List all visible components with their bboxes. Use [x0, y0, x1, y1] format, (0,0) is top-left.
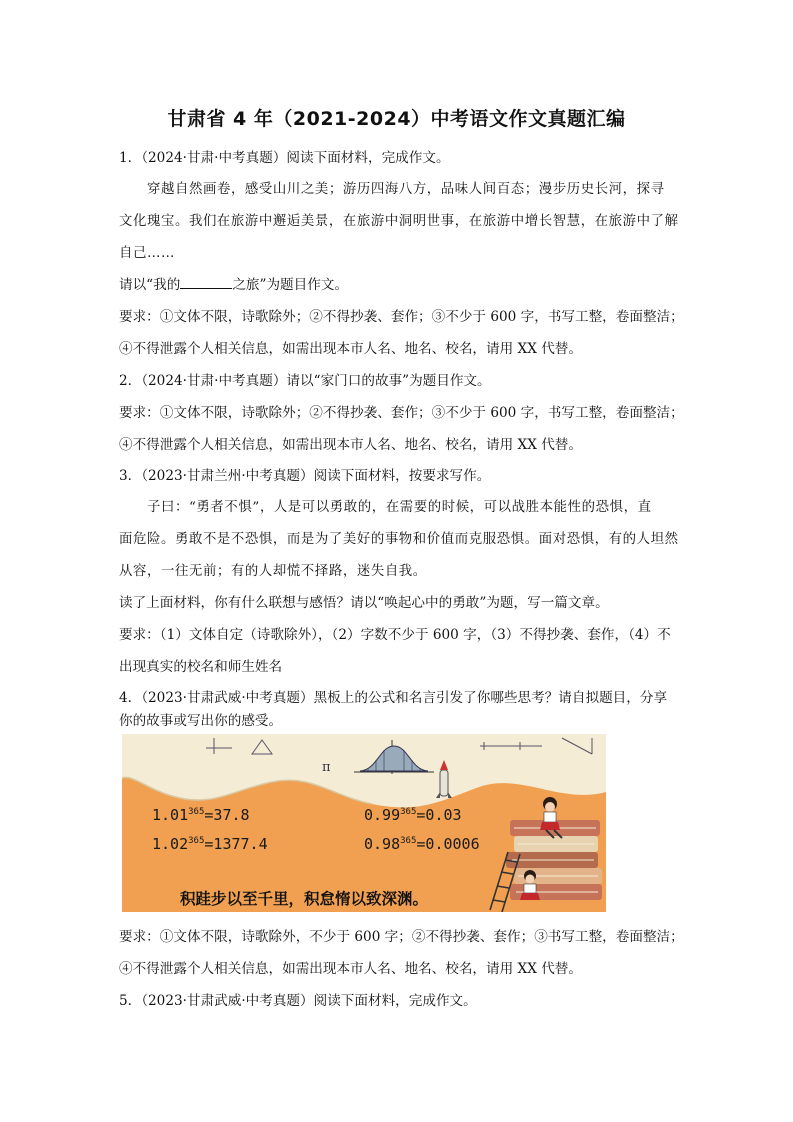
- q2-stem: 2．（2024·甘肃·中考真题）请以“家门口的故事”为题目作文。: [119, 373, 491, 389]
- equation-2: $1.02^{365}=1377.4$: [152, 835, 268, 853]
- q1-material-line-2: 文化瑰宝。我们在旅游中邂逅美景，在旅游中洞明世事，在旅游中增长智慧，在旅游中了解: [119, 214, 679, 229]
- q2-requirement-line-1: 要求：①文体不限，诗歌除外；②不得抄袭、套作；③不少于 600 字，书写工整，卷面整洁；: [119, 405, 684, 421]
- equation-1: $1.01^{365}=37.8$: [152, 806, 250, 824]
- q2-requirement-line-2: ④不得泄露个人相关信息，如需出现本市人名、地名、校名，请用 XX 代替。: [119, 437, 582, 453]
- q3-material-line-1: 子曰：“勇者不惧”，人是可以勇敢的，在需要的时候，可以战胜本能性的恐惧，直: [147, 500, 652, 515]
- document-title: 甘肃省 4 年（2021-2024）中考语文作文真题汇编: [167, 108, 626, 130]
- q1-prompt: [119, 273, 348, 293]
- q4-requirement-line-1: 要求：①文体不限，诗歌除外，不少于 600 字；②不得抄袭、套作；③书写工整，卷面整洁；: [119, 929, 684, 945]
- q4-requirement-line-2: ④不得泄露个人相关信息，如需出现本市人名、地名、校名，请用 XX 代替。: [119, 961, 582, 977]
- q1-requirement-line-2: ④不得泄露个人相关信息，如需出现本市人名、地名、校名，请用 XX 代替。: [119, 341, 582, 357]
- q4-stem-line-2: 你的故事或写出你的感受。: [119, 713, 283, 729]
- pi-symbol: π: [322, 760, 331, 775]
- equation-4: $0.98^{365}=0.0006$: [364, 835, 480, 853]
- q1-requirement-line-1: 要求：①文体不限，诗歌除外；②不得抄袭、套作；③不少于 600 字，书写工整，卷面整洁；: [119, 309, 684, 325]
- equation-3: $0.99^{365}=0.03$: [364, 806, 462, 824]
- illustration-svg: [122, 734, 606, 912]
- q3-requirement-line-2: 出现真实的校名和师生姓名: [119, 659, 283, 675]
- q1-material-line-1: 穿越自然画卷，感受山川之美；游历四海八方，品味人间百态；漫步历史长河，探寻: [147, 182, 665, 197]
- q3-prompt: 读了上面材料，你有什么联想与感悟？请以“唤起心中的勇敢”为题，写一篇文章。: [119, 595, 609, 611]
- q3-material-line-2: 面危险。勇敢不是不恐惧，而是为了美好的事物和价值而克服恐惧。面对恐惧，有的人坦然: [119, 532, 679, 547]
- q4-stem-line-1: 4．（2023·甘肃武威·中考真题）黑板上的公式和名言引发了你哪些思考？请自拟题目，分享: [119, 690, 668, 706]
- q3-requirement-line-1: 要求：（1）文体自定（诗歌除外），（2）字数不少于 600 字，（3）不得抄袭、套作，（4）不: [119, 627, 671, 643]
- q3-stem: 3．（2023·甘肃兰州·中考真题）阅读下面材料，按要求写作。: [119, 468, 491, 484]
- q1-title-blank: [180, 276, 232, 289]
- q1-prompt-after: 之旅”为题目作文。: [232, 277, 349, 293]
- q3-material-line-3: 从容，一往无前；有的人却慌不择路，迷失自我。: [119, 564, 427, 579]
- q1-stem: 1．（2024·甘肃·中考真题）阅读下面材料，完成作文。: [119, 150, 450, 166]
- motto-text: 积跬步以至千里，积怠惰以致深渊。: [180, 890, 429, 908]
- book-stack-illustration: [506, 820, 602, 900]
- q4-blackboard-illustration: [122, 734, 606, 912]
- q1-prompt-before: 请以“我的: [119, 277, 181, 293]
- q5-stem: 5．（2023·甘肃武威·中考真题）阅读下面材料，完成作文。: [119, 993, 477, 1009]
- q1-material-line-3: 自己……: [119, 246, 175, 261]
